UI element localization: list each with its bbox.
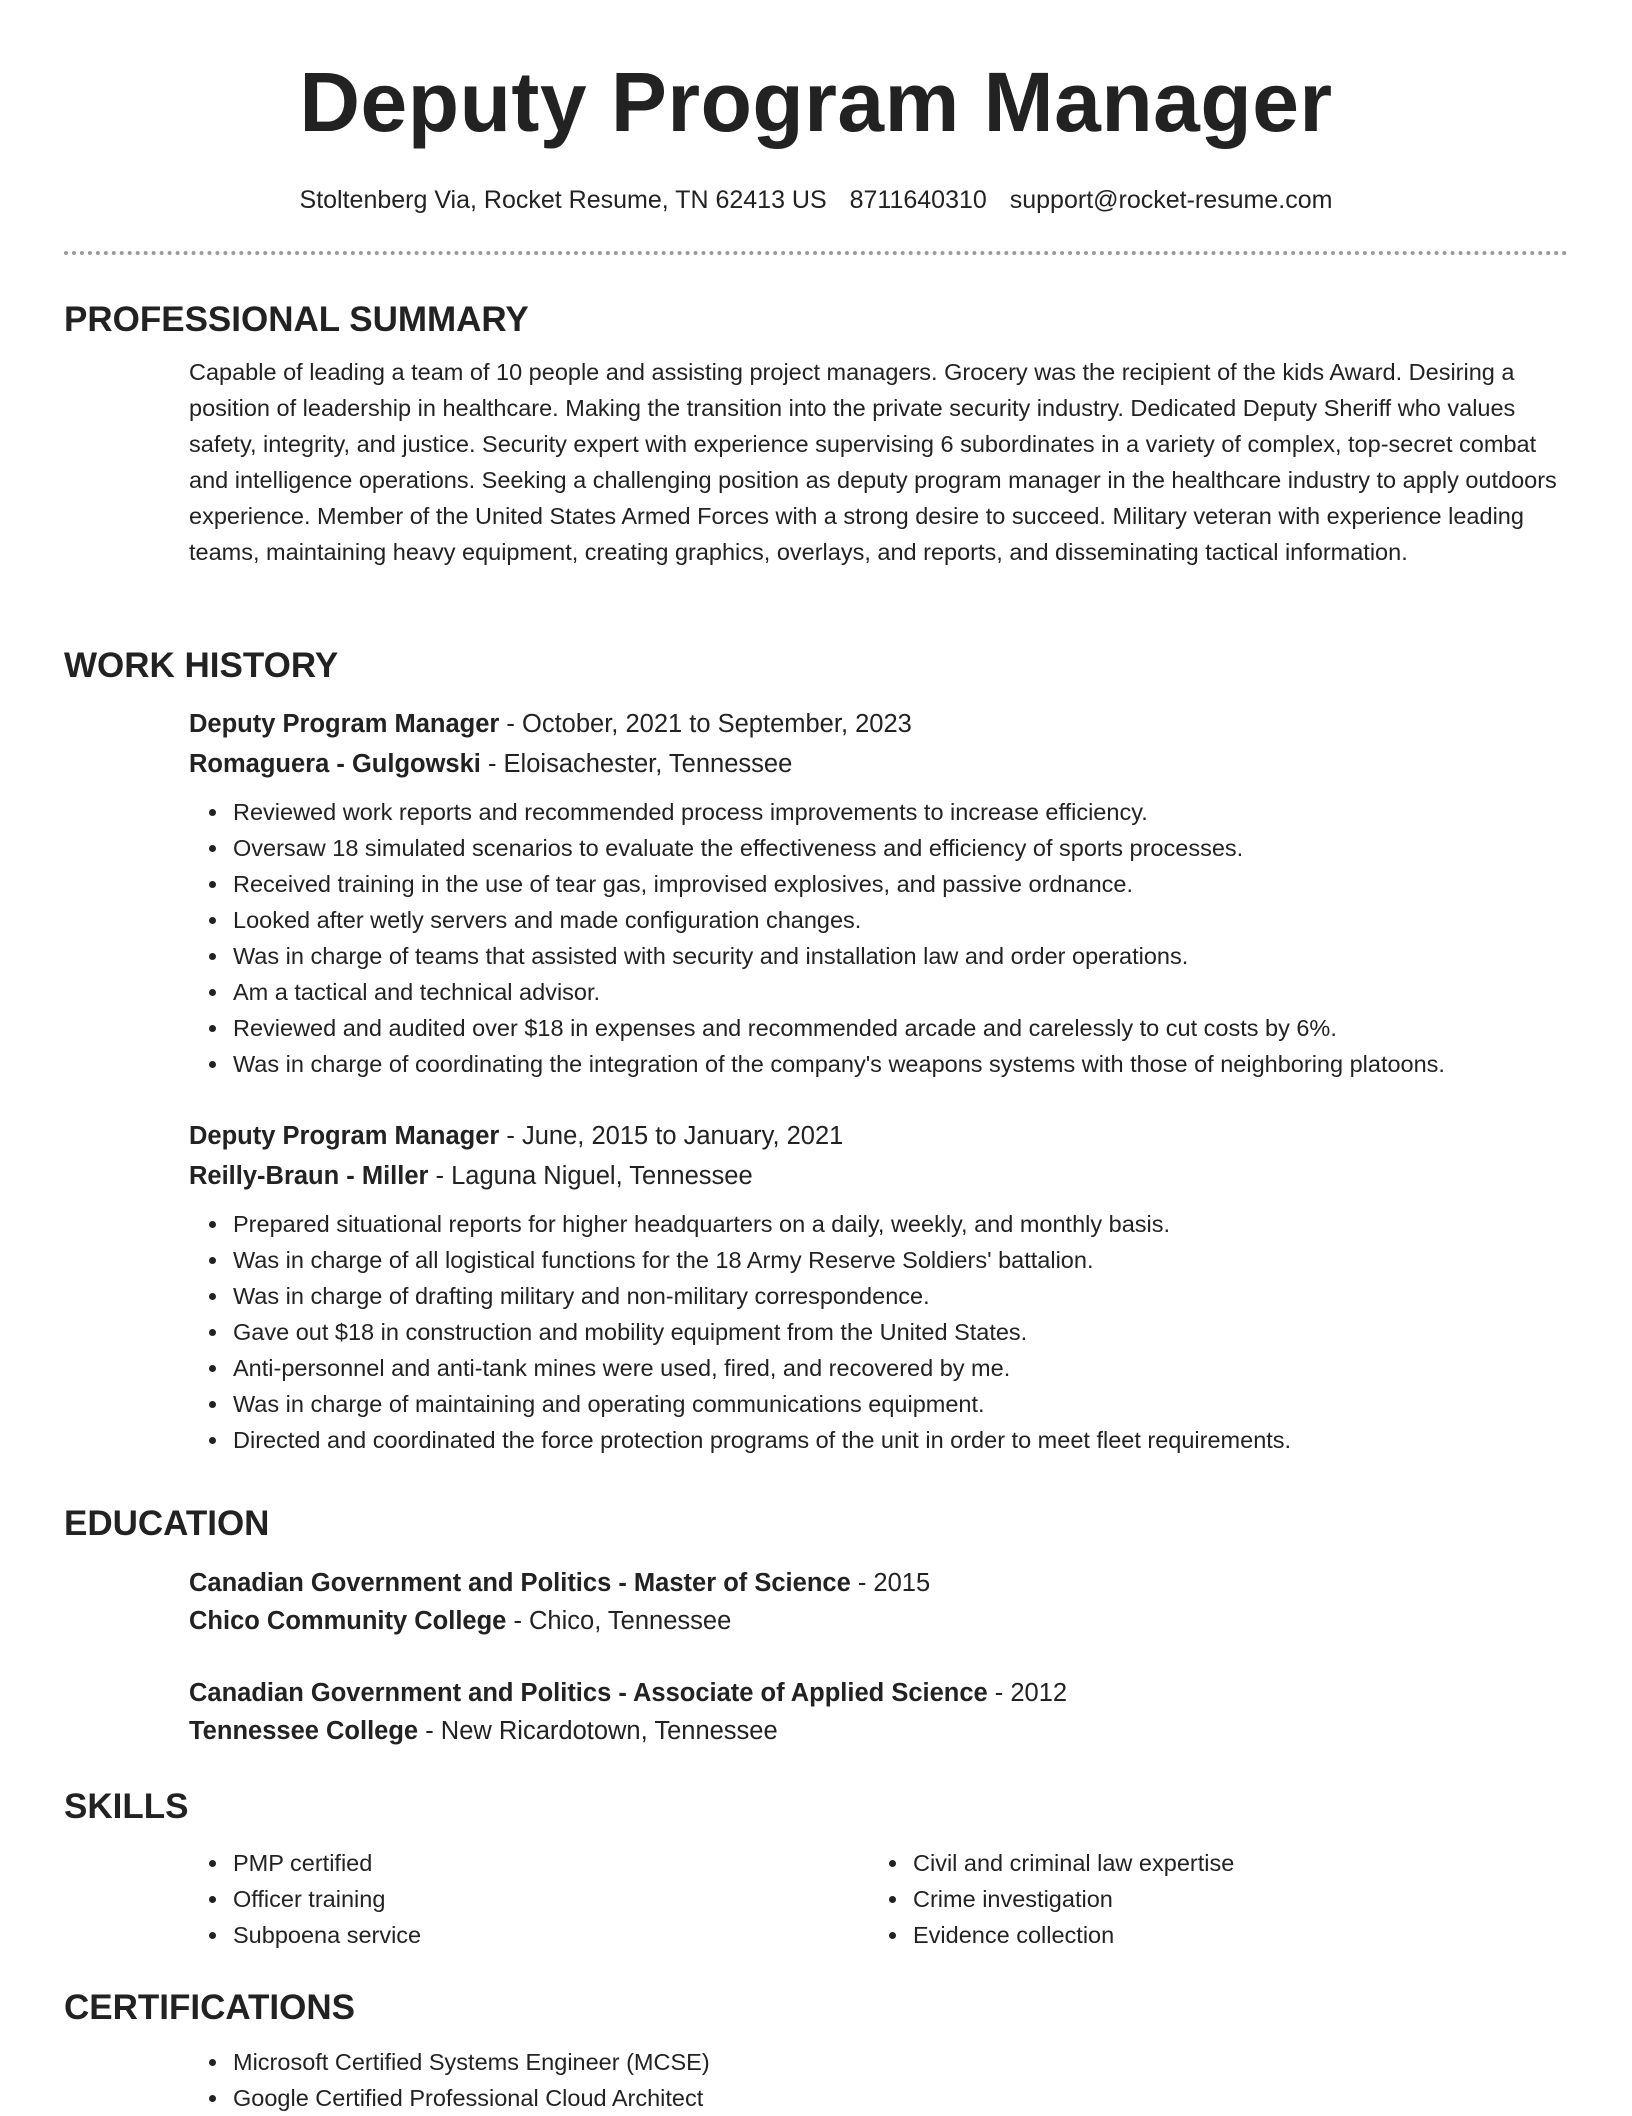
header-divider bbox=[64, 251, 1568, 255]
school-name: Chico Community College bbox=[189, 1607, 507, 1635]
school-name: Tennessee College bbox=[189, 1717, 419, 1745]
school-line bbox=[189, 1602, 1568, 1640]
certifications-list bbox=[189, 2044, 1568, 2116]
education-section bbox=[64, 1502, 1568, 1750]
degree-year: - 2015 bbox=[850, 1569, 931, 1597]
list-item: PMP certified bbox=[233, 1845, 869, 1881]
school-line bbox=[189, 1712, 1568, 1750]
skills-section bbox=[64, 1785, 1568, 1953]
contact-line bbox=[0, 182, 1632, 218]
list-item: Gave out $18 in construction and mobility equipment from the United States. bbox=[233, 1314, 1568, 1350]
list-item: Was in charge of drafting military and non-military correspondence. bbox=[233, 1278, 1568, 1314]
job-location: - Laguna Niguel, Tennessee bbox=[428, 1162, 753, 1190]
contact-address: Stoltenberg Via, Rocket Resume, TN 62413 US bbox=[299, 186, 827, 214]
skills-columns bbox=[189, 1845, 1568, 1953]
job-entry bbox=[189, 704, 1568, 1082]
degree-line bbox=[189, 1674, 1568, 1712]
list-item: Anti-personnel and anti-tank mines were used, fired, and recovered by me. bbox=[233, 1350, 1568, 1386]
list-item: Civil and criminal law expertise bbox=[913, 1845, 1549, 1881]
list-item: Oversaw 18 simulated scenarios to evaluate the effectiveness and efficiency of sports processes. bbox=[233, 830, 1568, 866]
list-item: Google Certified Professional Cloud Architect bbox=[233, 2080, 1568, 2116]
list-item: Was in charge of all logistical functions for the 18 Army Reserve Soldiers' battalion. bbox=[233, 1242, 1568, 1278]
job-title-line bbox=[189, 1116, 1568, 1156]
certifications-block bbox=[189, 2044, 1568, 2116]
school-location: - Chico, Tennessee bbox=[506, 1607, 732, 1635]
skills-list bbox=[189, 1845, 869, 1953]
job-company: Reilly-Braun - Miller bbox=[189, 1162, 429, 1190]
job-location: - Eloisachester, Tennessee bbox=[480, 750, 793, 778]
education-entry bbox=[189, 1674, 1568, 1750]
list-item: Prepared situational reports for higher headquarters on a daily, weekly, and monthly basis. bbox=[233, 1206, 1568, 1242]
education-entry bbox=[189, 1564, 1568, 1640]
job-role: Deputy Program Manager bbox=[189, 710, 500, 738]
degree-year: - 2012 bbox=[987, 1679, 1068, 1707]
skills-heading: SKILLS bbox=[64, 1787, 189, 1826]
summary-heading: PROFESSIONAL SUMMARY bbox=[64, 300, 529, 339]
list-item: Was in charge of teams that assisted with security and installation law and order operations. bbox=[233, 938, 1568, 974]
contact-phone: 8711640310 bbox=[849, 186, 987, 214]
degree-line bbox=[189, 1564, 1568, 1602]
degree-name: Canadian Government and Politics - Associate of Applied Science bbox=[189, 1679, 988, 1707]
job-company-line bbox=[189, 1156, 1568, 1196]
contact-email: support@rocket-resume.com bbox=[1009, 186, 1333, 214]
list-item: Am a tactical and technical advisor. bbox=[233, 974, 1568, 1010]
job-title-line bbox=[189, 704, 1568, 744]
skills-column-right bbox=[869, 1845, 1549, 1953]
list-item: Subpoena service bbox=[233, 1917, 869, 1953]
skills-column-left bbox=[189, 1845, 869, 1953]
list-item: Was in charge of maintaining and operating communications equipment. bbox=[233, 1386, 1568, 1422]
certifications-section bbox=[64, 1986, 1568, 2116]
list-item: Directed and coordinated the force protection programs of the unit in order to meet fleet requirements. bbox=[233, 1422, 1568, 1458]
list-item: Was in charge of coordinating the integration of the company's weapons systems with those of neighboring platoons. bbox=[233, 1046, 1568, 1082]
job-bullets bbox=[189, 794, 1568, 1082]
job-dates: - October, 2021 to September, 2023 bbox=[499, 710, 912, 738]
list-item: Reviewed and audited over $18 in expenses and recommended arcade and carelessly to cut costs by 6%. bbox=[233, 1010, 1568, 1046]
list-item: Officer training bbox=[233, 1881, 869, 1917]
list-item: Crime investigation bbox=[913, 1881, 1549, 1917]
job-company-line bbox=[189, 744, 1568, 784]
list-item: Evidence collection bbox=[913, 1917, 1549, 1953]
work-history-heading: WORK HISTORY bbox=[64, 646, 339, 685]
summary-text: Capable of leading a team of 10 people and assisting project managers. Grocery was the recipient of the kids Award. Desiring a position of leadership in healthcare. Making the transition into the private security industry. Dedicated Deputy Sheriff who values safety, integrity, and justice. Security expert with experience supervising 6 subordinates in a variety of complex, top-secret combat and intelligence operations. Seeking a challenging position as deputy program manager in the healthcare industry to apply outdoors experience. Member of the United States Armed Forces with a strong desire to succeed. Military veteran with experience leading teams, maintaining heavy equipment, creating graphics, overlays, and reports, and disseminating tactical information. bbox=[189, 359, 1557, 565]
list-item: Microsoft Certified Systems Engineer (MCSE) bbox=[233, 2044, 1568, 2080]
job-role: Deputy Program Manager bbox=[189, 1122, 500, 1150]
resume-name: Deputy Program Manager bbox=[299, 55, 1333, 149]
degree-name: Canadian Government and Politics - Master of Science bbox=[189, 1569, 851, 1597]
job-dates: - June, 2015 to January, 2021 bbox=[499, 1122, 844, 1150]
list-item: Received training in the use of tear gas, improvised explosives, and passive ordnance. bbox=[233, 866, 1568, 902]
education-heading: EDUCATION bbox=[64, 1504, 270, 1543]
job-company: Romaguera - Gulgowski bbox=[189, 750, 481, 778]
summary-section bbox=[64, 298, 1568, 570]
list-item: Looked after wetly servers and made configuration changes. bbox=[233, 902, 1568, 938]
job-entry bbox=[189, 1116, 1568, 1458]
certifications-heading: CERTIFICATIONS bbox=[64, 1988, 356, 2027]
school-location: - New Ricardotown, Tennessee bbox=[418, 1717, 778, 1745]
list-item: Reviewed work reports and recommended process improvements to increase efficiency. bbox=[233, 794, 1568, 830]
job-bullets bbox=[189, 1206, 1568, 1458]
skills-list bbox=[869, 1845, 1549, 1953]
work-history-section bbox=[64, 644, 1568, 1458]
